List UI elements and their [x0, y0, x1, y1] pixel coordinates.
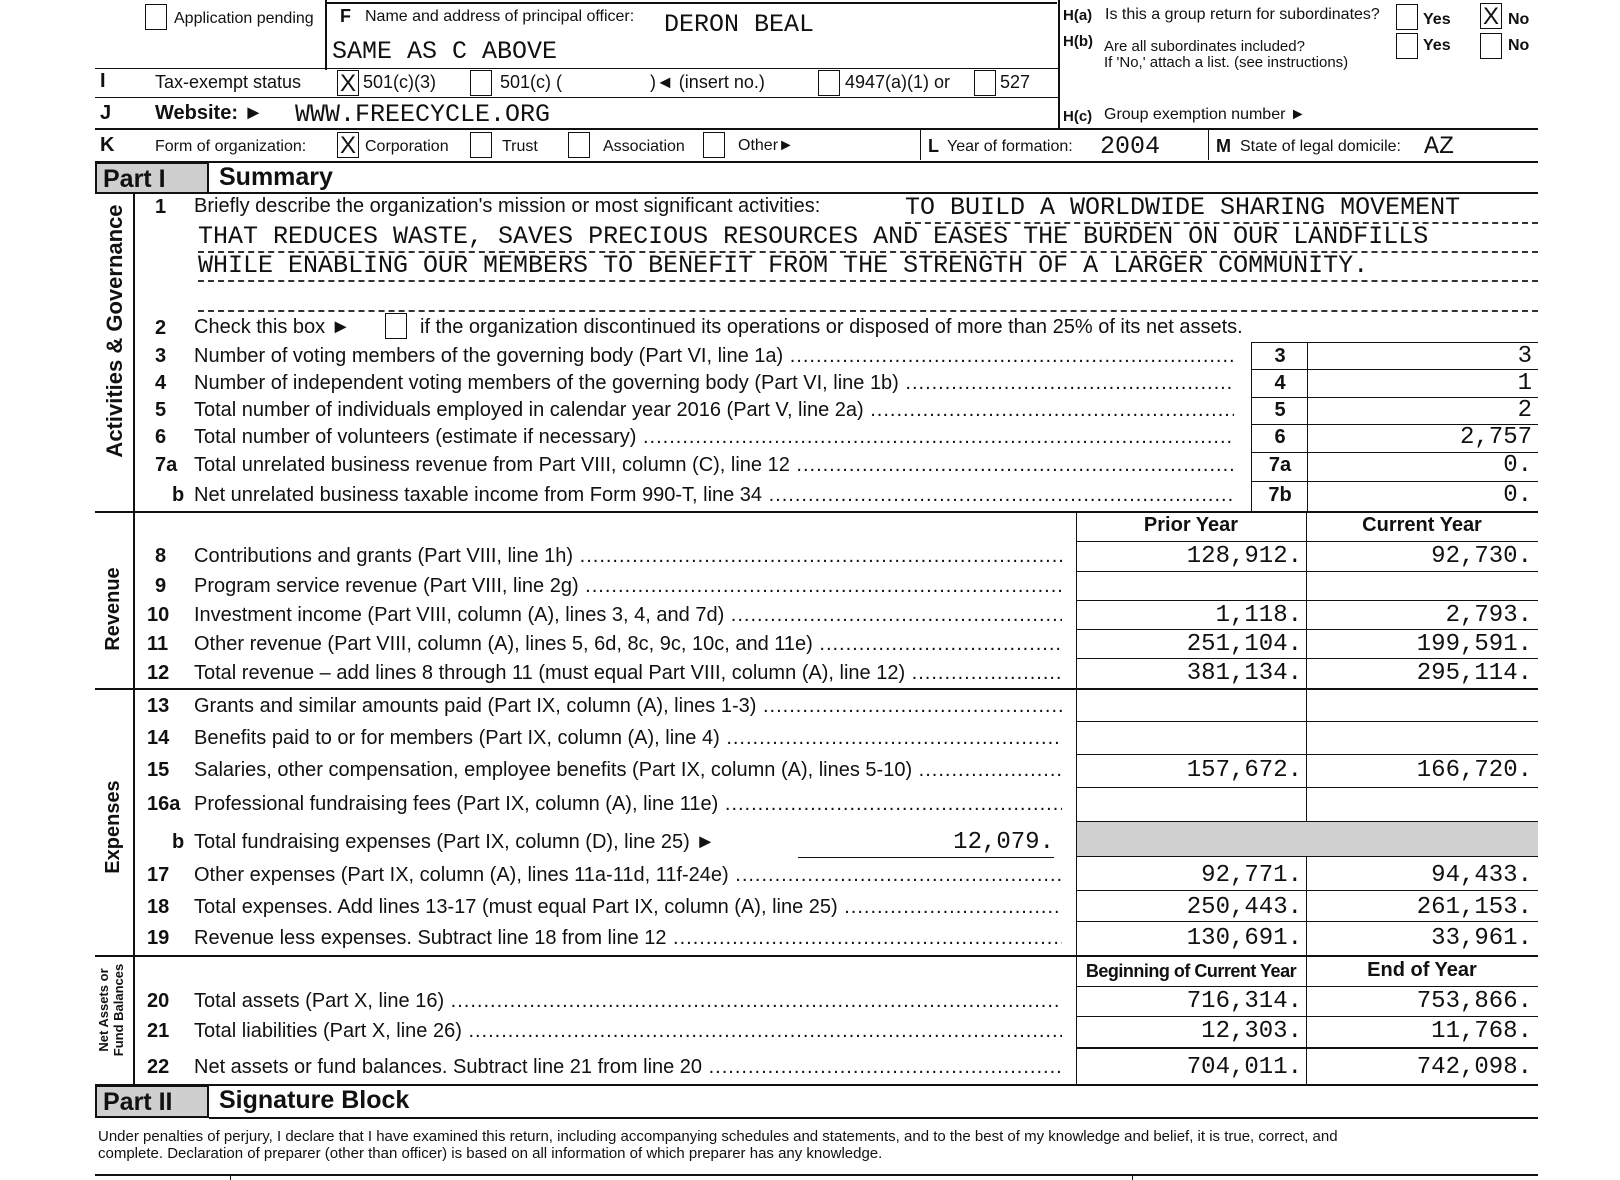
- line7a-label: Total unrelated business revenue from Part VIII, column (C), line 12 .....: [194, 452, 1234, 478]
- line6-row: [0, 424, 1620, 450]
- line4-num: 4: [155, 372, 167, 394]
- line4-row: [0, 370, 1620, 396]
- line14-num: 14: [147, 727, 170, 749]
- line6-box: 6: [1274, 426, 1286, 448]
- f-label: Name and address of principal officer:: [365, 8, 635, 25]
- tax-exempt-label: Tax-exempt status: [155, 72, 302, 92]
- line11-prior[interactable]: 251,104.: [1186, 631, 1302, 658]
- ha-yes-checkbox[interactable]: [1396, 4, 1418, 30]
- line8-label: Contributions and grants (Part VIII, line 1h) .....: [194, 543, 1062, 569]
- hb-label: Are all subordinates included?: [1104, 38, 1305, 55]
- line22-current[interactable]: 742,098.: [1416, 1054, 1532, 1081]
- line16b-label: Total fundraising expenses (Part IX, column (D), line 25) ►: [194, 831, 716, 853]
- m-letter: M: [1216, 136, 1231, 156]
- k-letter: K: [100, 134, 115, 156]
- line21-num: 21: [147, 1020, 170, 1042]
- line17-current[interactable]: 94,433.: [1431, 862, 1532, 889]
- part1-title: Summary: [219, 163, 333, 191]
- hb-sub: If 'No,' attach a list. (see instructions): [1104, 54, 1349, 71]
- line11-current[interactable]: 199,591.: [1416, 631, 1532, 658]
- line9-row: [0, 573, 1620, 599]
- line3-row: [0, 343, 1620, 369]
- discontinued-checkbox[interactable]: [385, 313, 407, 339]
- line6-value[interactable]: 2,757: [1459, 424, 1532, 451]
- line7a-value[interactable]: 0.: [1503, 452, 1532, 479]
- line19-row: [0, 925, 1620, 951]
- side-expenses: Expenses: [102, 780, 124, 874]
- officer-name[interactable]: DERON BEAL: [664, 10, 815, 39]
- line14-label: Benefits paid to or for members (Part IX, column (A), line 4) .....: [194, 725, 1062, 751]
- 501c3-checkbox[interactable]: X: [337, 70, 359, 96]
- line18-num: 18: [147, 896, 170, 918]
- line13-num: 13: [147, 695, 170, 717]
- 527-checkbox[interactable]: [974, 70, 996, 96]
- line20-current[interactable]: 753,866.: [1416, 988, 1532, 1015]
- mission-line-2[interactable]: THAT REDUCES WASTE, SAVES PRECIOUS RESOURCES AND EASES THE BURDEN ON OUR LANDFILLS: [198, 222, 1429, 251]
- line15-row: [0, 757, 1620, 783]
- line9-label: Program service revenue (Part VIII, line 2g) .....: [194, 573, 1062, 599]
- hb-letter: H(b): [1063, 33, 1093, 50]
- insert-no-label: )◄ (insert no.): [650, 72, 765, 92]
- line18-current[interactable]: 261,153.: [1416, 894, 1532, 921]
- line15-current[interactable]: 166,720.: [1416, 757, 1532, 784]
- side-revenue: Revenue: [102, 567, 124, 651]
- hc-label: Group exemption number ►: [1104, 106, 1306, 123]
- line10-prior[interactable]: 1,118.: [1215, 602, 1302, 629]
- line22-label: Net assets or fund balances. Subtract line 21 from line 20 .....: [194, 1054, 1062, 1080]
- col-end-of-year: End of Year: [1367, 959, 1477, 981]
- line8-row: [0, 543, 1620, 569]
- association-label: Association: [603, 138, 685, 155]
- part1-tag: [95, 162, 209, 194]
- year-formation-value[interactable]: 2004: [1100, 132, 1161, 161]
- line18-row: [0, 894, 1620, 920]
- line13-label: Grants and similar amounts paid (Part IX, column (A), lines 1-3) .....: [194, 693, 1062, 719]
- line2-num: 2: [155, 317, 167, 339]
- line5-value[interactable]: 2: [1517, 397, 1532, 424]
- line18-label: Total expenses. Add lines 13-17 (must equal Part IX, column (A), line 25) .....: [194, 894, 1062, 920]
- line21-prior[interactable]: 12,303.: [1201, 1018, 1302, 1045]
- line20-num: 20: [147, 990, 170, 1012]
- application-pending-checkbox[interactable]: [145, 4, 167, 30]
- line5-box: 5: [1274, 399, 1286, 421]
- line16b-row: [0, 829, 1620, 855]
- line21-row: [0, 1018, 1620, 1044]
- state-domicile-value[interactable]: AZ: [1424, 132, 1455, 161]
- other-checkbox[interactable]: [703, 132, 725, 158]
- line22-row: [0, 1054, 1620, 1080]
- line2-label-a: Check this box ►: [194, 316, 351, 338]
- website-value[interactable]: WWW.FREECYCLE.ORG: [295, 100, 551, 129]
- form-org-label: Form of organization:: [155, 138, 307, 155]
- 501c-label: 501(c) (: [500, 72, 563, 92]
- trust-checkbox[interactable]: [470, 132, 492, 158]
- line21-label: Total liabilities (Part X, line 26) .....: [194, 1018, 1062, 1044]
- line15-num: 15: [147, 759, 170, 781]
- perjury-text-1: Under penalties of perjury, I declare that I have examined this return, including accompanying schedules and statements, and to the best of my knowledge and belief, it is true, correct, and: [98, 1128, 1338, 1145]
- line15-label: Salaries, other compensation, employee benefits (Part IX, column (A), lines 5-10) .....: [194, 757, 1062, 783]
- line8-num: 8: [155, 545, 167, 567]
- line3-label: Number of voting members of the governing body (Part VI, line 1a) .....: [194, 343, 1234, 369]
- line4-label: Number of independent voting members of the governing body (Part VI, line 1b) .....: [194, 370, 1234, 396]
- line17-prior[interactable]: 92,771.: [1201, 862, 1302, 889]
- line10-num: 10: [147, 604, 170, 626]
- line11-num: 11: [147, 633, 169, 655]
- f-letter: F: [340, 6, 351, 26]
- line16a-num: 16a: [147, 793, 181, 815]
- i-letter: I: [100, 70, 106, 92]
- line6-label: Total number of volunteers (estimate if necessary) .....: [194, 424, 1234, 450]
- part2-label: Part II: [103, 1088, 173, 1116]
- 4947-label: 4947(a)(1) or: [845, 72, 951, 92]
- corporation-label: Corporation: [365, 138, 449, 155]
- line4-box: 4: [1274, 372, 1286, 394]
- mission-line-3[interactable]: WHILE ENABLING OUR MEMBERS TO BENEFIT FROM THE STRENGTH OF A LARGER COMMUNITY.: [198, 251, 1369, 280]
- website-label: Website: ►: [155, 102, 264, 124]
- line8-prior[interactable]: 128,912.: [1186, 543, 1302, 570]
- line20-row: [0, 988, 1620, 1014]
- line19-label: Revenue less expenses. Subtract line 18 from line 12 .....: [194, 925, 1062, 951]
- line1-label: Briefly describe the organization's mission or most significant activities:: [194, 195, 821, 217]
- line21-current[interactable]: 11,768.: [1431, 1018, 1532, 1045]
- line12-prior[interactable]: 381,134.: [1186, 660, 1302, 687]
- side-netassets-1: Net Assets or: [96, 968, 111, 1052]
- line16b-value[interactable]: 12,079.: [953, 829, 1054, 856]
- line16b-num: b: [172, 831, 185, 853]
- line3-value[interactable]: 3: [1517, 343, 1532, 370]
- line17-label: Other expenses (Part IX, column (A), lines 11a-11d, 11f-24e) .....: [194, 862, 1062, 888]
- hb-yes-checkbox[interactable]: [1396, 33, 1418, 59]
- line6-num: 6: [155, 426, 167, 448]
- line22-prior[interactable]: 704,011.: [1186, 1054, 1302, 1081]
- line13-row: [0, 693, 1620, 719]
- state-domicile-label: State of legal domicile:: [1240, 138, 1401, 155]
- line17-row: [0, 862, 1620, 888]
- hb-no-checkbox[interactable]: [1480, 33, 1502, 59]
- col-beginning-current-year: Beginning of Current Year: [1085, 961, 1297, 981]
- 501c3-label: 501(c)(3): [363, 72, 437, 92]
- j-letter: J: [100, 102, 112, 124]
- part2-title: Signature Block: [219, 1086, 410, 1114]
- part2-tag: [95, 1085, 209, 1118]
- application-pending-label: Application pending: [174, 10, 314, 27]
- 501c-checkbox[interactable]: [470, 70, 492, 96]
- 4947-checkbox[interactable]: [818, 70, 840, 96]
- line3-box: 3: [1274, 345, 1286, 367]
- hc-letter: H(c): [1063, 108, 1093, 125]
- col-prior-year: Prior Year: [1143, 514, 1239, 536]
- line20-prior[interactable]: 716,314.: [1186, 988, 1302, 1015]
- line19-num: 19: [147, 927, 170, 949]
- line12-row: [0, 660, 1620, 686]
- hb-no-label: No: [1508, 37, 1530, 54]
- ha-letter: H(a): [1063, 7, 1093, 24]
- part1-label: Part I: [103, 165, 166, 193]
- ha-no-label: No: [1508, 11, 1530, 28]
- line5-label: Total number of individuals employed in calendar year 2016 (Part V, line 2a) .....: [194, 397, 1234, 423]
- hb-yes-label: Yes: [1423, 37, 1451, 54]
- line16a-row: [0, 791, 1620, 817]
- line2-label-b: if the organization discontinued its operations or disposed of more than 25% of its net assets.: [420, 316, 1243, 338]
- line16a-label: Professional fundraising fees (Part IX, column (A), line 11e) .....: [194, 791, 1062, 817]
- line4-value[interactable]: 1: [1517, 370, 1532, 397]
- other-label: Other►: [738, 137, 794, 154]
- line10-row: [0, 602, 1620, 628]
- line7b-value[interactable]: 0.: [1503, 482, 1532, 509]
- corporation-checkbox[interactable]: X: [337, 132, 359, 158]
- year-formation-label: Year of formation:: [947, 138, 1073, 155]
- perjury-text-2: complete. Declaration of preparer (other than officer) is based on all information of which preparer has any knowledge.: [98, 1145, 883, 1162]
- 527-label: 527: [1000, 72, 1031, 92]
- line11-label: Other revenue (Part VIII, column (A), lines 5, 6d, 8c, 9c, 10c, and 11e) .....: [194, 631, 1062, 657]
- line7b-row: [0, 482, 1620, 508]
- association-checkbox[interactable]: [568, 132, 590, 158]
- line17-num: 17: [147, 864, 170, 886]
- line9-num: 9: [155, 575, 167, 597]
- side-netassets-2: Fund Balances: [111, 963, 126, 1057]
- line7a-num: 7a: [155, 454, 178, 476]
- line1-num: 1: [155, 196, 167, 218]
- side-activities-governance: Activities & Governance: [102, 204, 127, 458]
- line18-prior[interactable]: 250,443.: [1186, 894, 1302, 921]
- officer-address[interactable]: SAME AS C ABOVE: [332, 37, 558, 66]
- line19-prior[interactable]: 130,691.: [1186, 925, 1302, 952]
- ha-no-checkbox[interactable]: X: [1480, 3, 1502, 29]
- ha-label: Is this a group return for subordinates?: [1105, 6, 1380, 23]
- line10-current[interactable]: 2,793.: [1445, 602, 1532, 629]
- line15-prior[interactable]: 157,672.: [1186, 757, 1302, 784]
- trust-label: Trust: [502, 138, 538, 155]
- line12-num: 12: [147, 662, 170, 684]
- line8-current[interactable]: 92,730.: [1431, 543, 1532, 570]
- line12-current[interactable]: 295,114.: [1416, 660, 1532, 687]
- line19-current[interactable]: 33,961.: [1431, 925, 1532, 952]
- line5-num: 5: [155, 399, 167, 421]
- line5-row: [0, 397, 1620, 423]
- mission-line-1[interactable]: TO BUILD A WORLDWIDE SHARING MOVEMENT: [905, 193, 1461, 222]
- line7b-box: 7b: [1268, 484, 1292, 506]
- ha-yes-label: Yes: [1423, 11, 1451, 28]
- line12-label: Total revenue – add lines 8 through 11 (must equal Part VIII, column (A), line 12) .....: [194, 660, 1062, 686]
- line7a-box: 7a: [1268, 454, 1292, 476]
- line7b-label: Net unrelated business taxable income from Form 990-T, line 34 .....: [194, 482, 1234, 508]
- line7b-num: b: [172, 484, 185, 506]
- line20-label: Total assets (Part X, line 16) .....: [194, 988, 1062, 1014]
- l-letter: L: [928, 136, 939, 156]
- line22-num: 22: [147, 1056, 170, 1078]
- line10-label: Investment income (Part VIII, column (A), lines 3, 4, and 7d) .....: [194, 602, 1062, 628]
- col-current-year: Current Year: [1362, 514, 1482, 536]
- line11-row: [0, 631, 1620, 657]
- line14-row: [0, 725, 1620, 751]
- line7a-row: [0, 452, 1620, 478]
- line3-num: 3: [155, 345, 167, 367]
